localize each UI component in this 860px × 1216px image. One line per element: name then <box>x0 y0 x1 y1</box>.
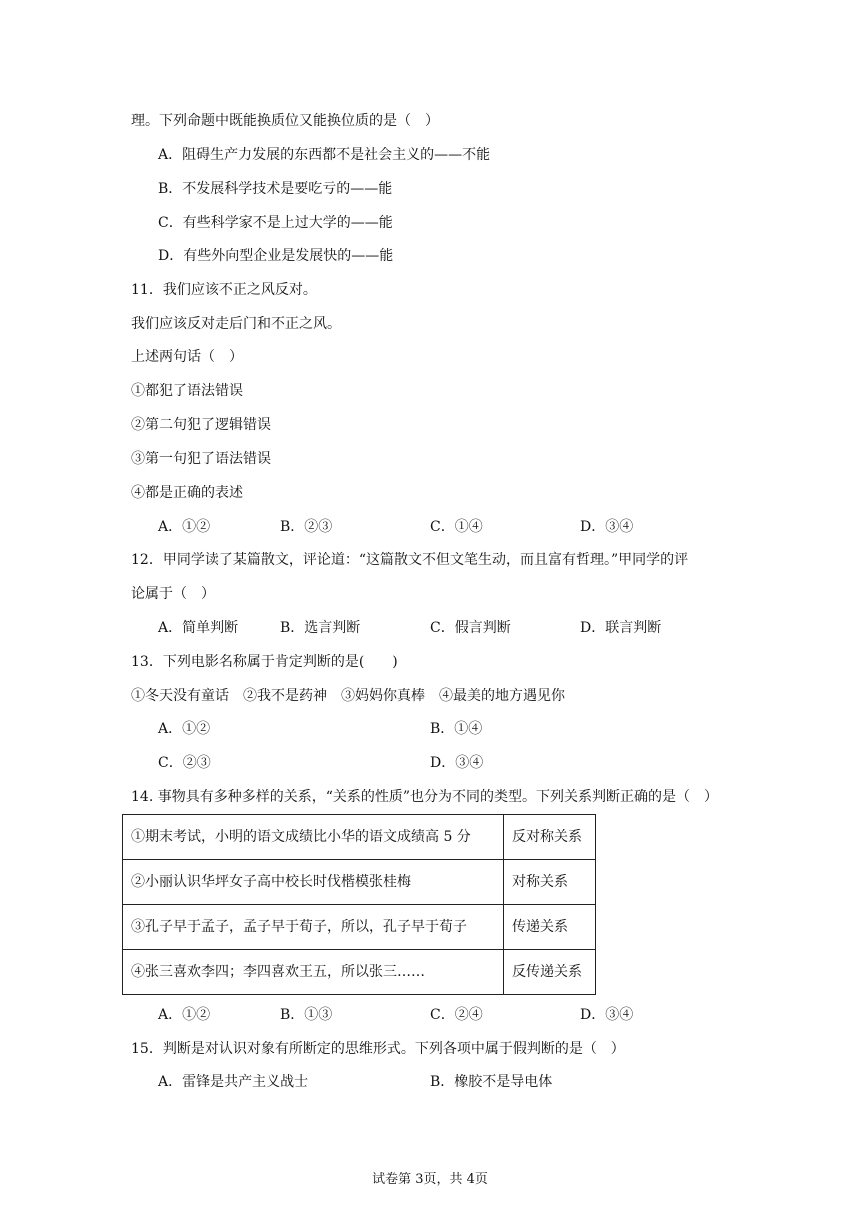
q12-option-c: C．假言判断 <box>430 620 511 636</box>
q10-option-b: B．不发展科学技术是要吃亏的——能 <box>158 181 393 197</box>
q13-option-c: C．②③ <box>158 755 211 771</box>
q12-option-d: D．联言判断 <box>580 620 662 636</box>
page-footer: 试卷第 3页，共 4页 <box>372 1172 488 1187</box>
q12-option-a: A．简单判断 <box>158 620 239 636</box>
q11-option-c: C．①④ <box>430 519 483 535</box>
q10-option-c: C．有些科学家不是上过大学的——能 <box>158 215 393 231</box>
q14-option-a: A．①② <box>158 1007 211 1023</box>
q14-relation-table <box>122 814 596 995</box>
table-cell-relation: 传递关系 <box>504 905 596 950</box>
table-cell-statement: ②小丽认识华坪女子高中校长时伐楷模张桂梅 <box>123 860 504 905</box>
q11-item-3: ③第一句犯了语法错误 <box>131 451 271 467</box>
q11-line2: 我们应该反对走后门和不正之风。 <box>131 316 341 332</box>
q10-stem-end: 理。下列命题中既能换质位又能换位质的是（ ） <box>131 113 439 129</box>
q11-option-d: D．③④ <box>580 519 634 535</box>
q13-option-b: B．①④ <box>430 721 483 737</box>
q14-option-b: B．①③ <box>280 1007 333 1023</box>
q12-line2: 论属于（ ） <box>131 586 215 602</box>
table-cell-statement: ④张三喜欢李四；李四喜欢王五，所以张三…… <box>123 950 504 995</box>
table-row <box>123 815 596 860</box>
table-cell-relation: 反传递关系 <box>504 950 596 995</box>
q11-line1: 11．我们应该不正之风反对。 <box>131 282 317 298</box>
table-cell-statement: ③孔子早于孟子，孟子早于荀子，所以，孔子早于荀子 <box>123 905 504 950</box>
q14-option-d: D．③④ <box>580 1007 634 1023</box>
q12-option-b: B．选言判断 <box>280 620 361 636</box>
q11-item-1: ①都犯了语法错误 <box>131 383 243 399</box>
q15-option-a: A．雷锋是共产主义战士 <box>158 1074 309 1090</box>
q11-line3: 上述两句话（ ） <box>131 349 243 365</box>
q14-option-c: C．②④ <box>430 1007 483 1023</box>
q13-stem: 13．下列电影名称属于肯定判断的是( ) <box>131 654 398 670</box>
q11-item-4: ④都是正确的表述 <box>131 485 243 501</box>
q11-option-b: B．②③ <box>280 519 333 535</box>
table-row <box>123 905 596 950</box>
table-row <box>123 860 596 905</box>
table-cell-statement: ①期末考试，小明的语文成绩比小华的语文成绩高 5 分 <box>123 815 504 860</box>
q11-item-2: ②第二句犯了逻辑错误 <box>131 417 271 433</box>
q13-option-d: D．③④ <box>430 755 484 771</box>
table-cell-relation: 反对称关系 <box>504 815 596 860</box>
q13-option-a: A．①② <box>158 721 211 737</box>
table-row <box>123 950 596 995</box>
q10-option-a: A．阻碍生产力发展的东西都不是社会主义的——不能 <box>158 147 491 163</box>
q13-items: ①冬天没有童话 ②我不是药神 ③妈妈你真棒 ④最美的地方遇见你 <box>131 688 565 704</box>
q15-option-b: B．橡胶不是导电体 <box>430 1074 553 1090</box>
q12-line1: 12．甲同学读了某篇散文，评论道：“这篇散文不但文笔生动，而且富有哲理。”甲同学的评 <box>131 552 689 568</box>
table-cell-relation: 对称关系 <box>504 860 596 905</box>
q14-stem: 14. 事物具有多种多样的关系，“关系的性质”也分为不同的类型。下列关系判断正确的是（ ） <box>131 789 719 805</box>
q10-option-d: D．有些外向型企业是发展快的——能 <box>158 248 394 264</box>
q15-stem: 15．判断是对认识对象有所断定的思维形式。下列各项中属于假判断的是（ ） <box>131 1041 625 1057</box>
q11-option-a: A．①② <box>158 519 211 535</box>
